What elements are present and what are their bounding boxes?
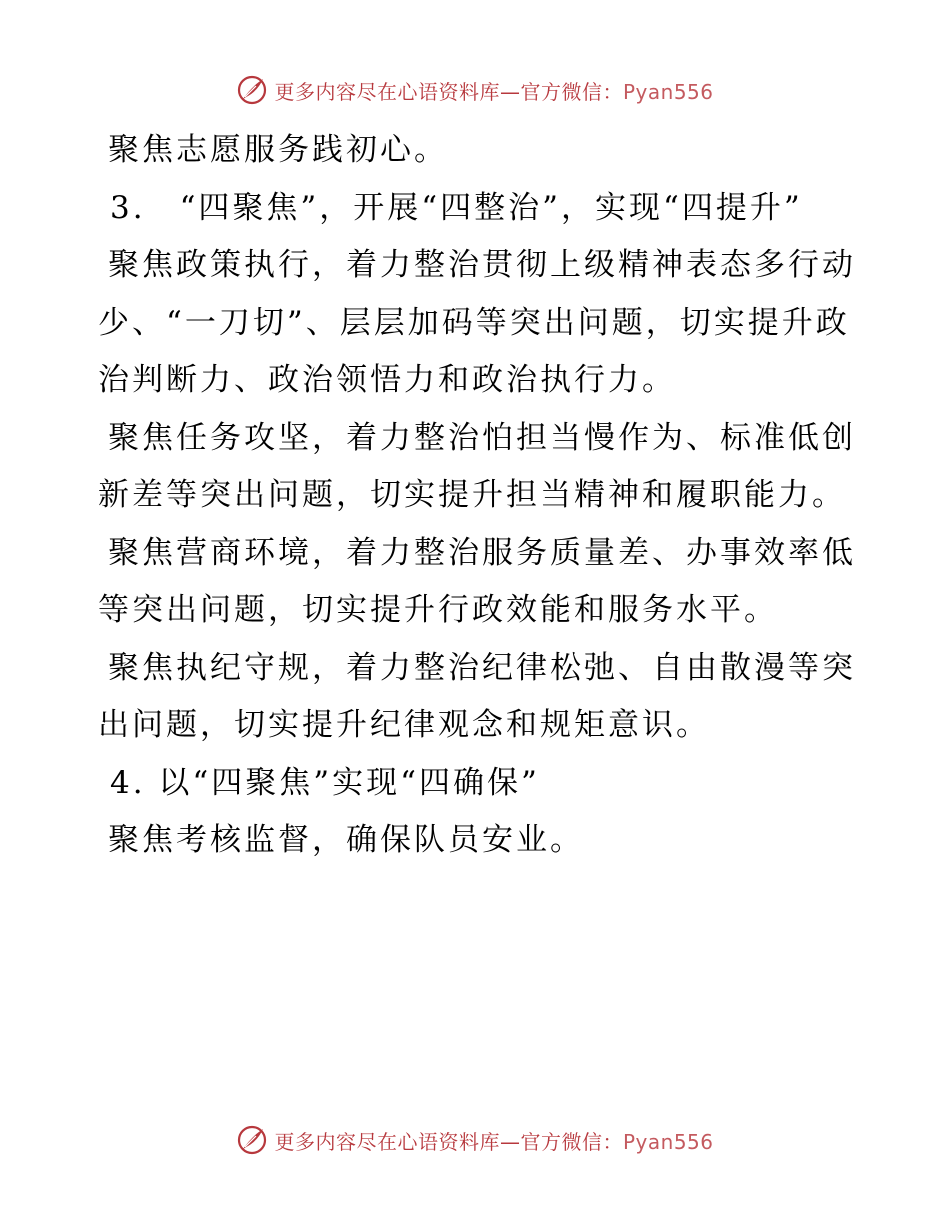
feather-pen-seal-icon (236, 74, 268, 106)
wechat-id: Pyan556 (622, 79, 714, 104)
wechat-id: Pyan556 (622, 1129, 714, 1154)
section-heading-3: 3. “四聚焦”，开展“四整治”，实现“四提升” (110, 189, 803, 226)
paragraph-assessment: 聚焦考核监督，确保队员安业。 (108, 822, 584, 858)
footer-watermark (0, 1120, 950, 1160)
paragraph-discipline: 聚焦执纪守规，着力整治纪律松弛、自由散漫等突出问题，切实提升纪律观念和规矩意识。 (98, 649, 856, 743)
paragraph-task: 聚焦任务攻坚，着力整治怕担当慢作为、标准低创新差等突出问题，切实提升担当精神和履职能力。 (98, 419, 856, 513)
paragraph-policy: 聚焦政策执行，着力整治贯彻上级精神表态多行动少、“一刀切”、层层加码等突出问题，切实提升政治判断力、政治领悟力和政治执行力。 (98, 247, 856, 398)
paragraph-1: 聚焦志愿服务践初心。 (108, 132, 448, 168)
document-body (98, 122, 858, 870)
paragraph-business-environment: 聚焦营商环境，着力整治服务质量差、办事效率低等突出问题，切实提升行政效能和服务水平。 (98, 534, 856, 628)
header-watermark (0, 70, 950, 110)
watermark-text: 更多内容尽在心语资料库—官方微信：Pyan556 (274, 79, 714, 104)
section-heading-4: 4. 以“四聚焦”实现“四确保” (110, 764, 540, 801)
watermark-text: 更多内容尽在心语资料库—官方微信：Pyan556 (274, 1129, 714, 1154)
feather-pen-seal-icon (236, 1124, 268, 1156)
